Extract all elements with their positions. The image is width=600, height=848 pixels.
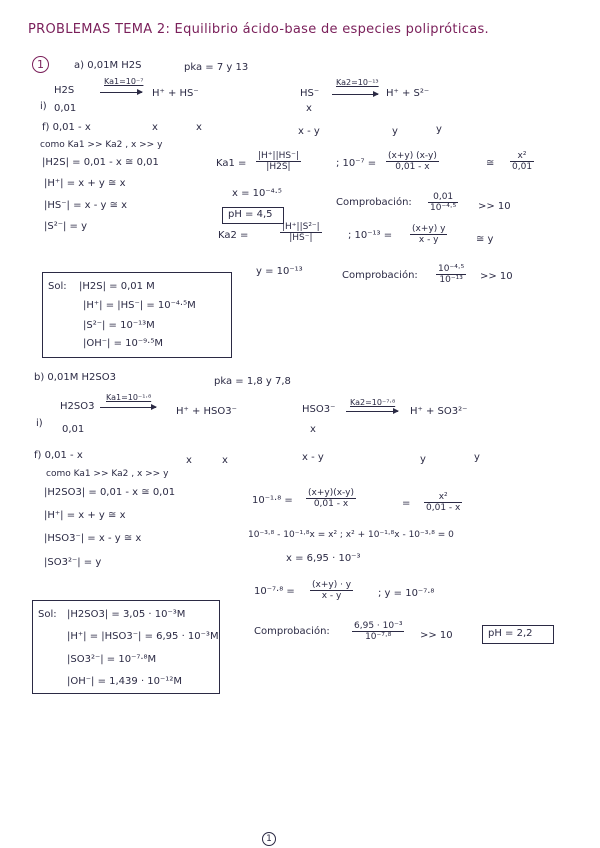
part-b-header: b) 0,01M H2SO3 (34, 372, 116, 383)
part-a-row-f-eq2-c: y (436, 124, 442, 135)
part-b-ph-box (482, 625, 554, 644)
part-b-row-f-eq2-b: y (420, 454, 426, 465)
part-a-ka2-numerator: |H⁺||S²⁻| (282, 222, 320, 232)
part-b-quadratic: 10⁻³·⁸ - 10⁻¹·⁸x = x² ; x² + 10⁻¹·⁸x - 10⁻³·⁸ = 0 (248, 530, 454, 540)
part-b-conc-h: |H⁺| = x + y ≅ x (44, 510, 126, 521)
part-b-comp-tail: >> 10 (420, 630, 453, 641)
part-a-row-f-x2: x (196, 122, 202, 133)
part-b-eq1-k: Ka1=10⁻¹·⁸ (106, 393, 152, 402)
problem-number: 1 (32, 56, 49, 73)
part-a-ka1-mid: ; 10⁻⁷ = (336, 158, 377, 169)
part-a-row-i-label: i) (40, 101, 47, 112)
part-b-ka1-numerator2: x² (424, 492, 462, 503)
part-a-ka1-denominator: |H2S| (266, 162, 291, 172)
part-b-ka2-fraction (310, 580, 353, 601)
part-a-ka1-numerator: |H⁺||HS⁻| (258, 151, 299, 161)
part-a-ka1-fraction3 (510, 151, 534, 172)
part-b-ka2-numerator: (x+y) · y (312, 580, 352, 590)
part-b-row-f-eq2-a: x - y (302, 452, 324, 463)
part-b-sol-h: |H⁺| = |HSO3⁻| = 6,95 · 10⁻³M (67, 631, 219, 642)
part-a-x-result: x = 10⁻⁴·⁵ (232, 188, 282, 199)
page-title: PROBLEMAS TEMA 2: Equilibrio ácido-base de especies polipróticas. (28, 22, 489, 37)
part-a-ka1-fraction (256, 151, 301, 172)
part-b-row-f-eq2-c: y (474, 452, 480, 463)
part-b-sol-h2so3: |H2SO3| = 3,05 · 10⁻³M (67, 609, 186, 620)
part-a-comp2-fraction (436, 264, 466, 285)
part-a-row-f-eq2-a: x - y (298, 126, 320, 137)
part-a-eq1-arrow (100, 92, 142, 93)
part-a-ka1-denominator3: 0,01 (512, 162, 533, 172)
part-a-conc-s: |S²⁻| = y (44, 221, 88, 232)
part-b-ka1-fraction (306, 488, 356, 509)
part-a-pka: pka = 7 y 13 (184, 62, 249, 73)
part-a-eq2-k: Ka2=10⁻¹³ (336, 78, 379, 87)
part-a-header: a) 0,01M H2S (74, 60, 142, 71)
part-a-eq2-right: H⁺ + S²⁻ (386, 88, 430, 99)
part-b-eq1-right: H⁺ + HSO3⁻ (176, 406, 237, 417)
part-a-ph-box (222, 207, 284, 224)
part-a-comp1-label: Comprobación: (336, 197, 412, 208)
part-b-eq1-arrow (100, 407, 156, 408)
part-a-ka2-numerator2: (x+y) y (412, 224, 446, 234)
part-a-ka2-lhs: Ka2 = (218, 230, 249, 241)
part-a-comp2-denominator: 10⁻¹³ (439, 275, 463, 285)
part-a-row-i-x: x (306, 103, 312, 114)
part-b-eq2-right: H⁺ + SO3²⁻ (410, 406, 468, 417)
part-a-ph-result: pH = 4,5 (228, 209, 273, 220)
part-a-comp1-tail: >> 10 (478, 201, 511, 212)
part-a-conc-h: |H⁺| = x + y ≅ x (44, 178, 126, 189)
part-a-ka1-approx: ≅ (486, 158, 495, 169)
part-b-pka: pka = 1,8 y 7,8 (214, 376, 291, 387)
part-a-ka1-numerator2: (x+y) (x-y) (388, 151, 437, 161)
part-b-row-f: f) 0,01 - x (34, 450, 83, 461)
part-a-eq1-k: Ka1=10⁻⁷ (104, 77, 144, 86)
part-a-sol-oh: |OH⁻| = 10⁻⁹·⁵M (83, 338, 163, 349)
part-a-sol-label: Sol: (48, 281, 67, 292)
part-b-ka1-lhs: 10⁻¹·⁸ = (252, 495, 293, 506)
part-b-eq2-k: Ka2=10⁻⁷·⁸ (350, 398, 396, 407)
part-a-ka1-fraction2 (386, 151, 439, 172)
part-b-ka2-lhs: 10⁻⁷·⁸ = (254, 586, 295, 597)
part-a-ka1-denominator2: 0,01 - x (395, 162, 430, 172)
part-b-eq1-left: H2SO3 (60, 401, 95, 412)
part-a-ka2-fraction (280, 222, 322, 243)
part-b-x-result: x = 6,95 · 10⁻³ (286, 553, 361, 564)
part-b-ph-result: pH = 2,2 (488, 628, 533, 639)
part-a-ka2-fraction2 (410, 224, 447, 245)
part-a-sol-h2s: |H2S| = 0,01 M (79, 281, 155, 292)
part-a-solution-box (42, 272, 232, 358)
part-a-comp2-label: Comprobación: (342, 270, 418, 281)
part-b-sol-label: Sol: (38, 609, 57, 620)
part-a-eq2-arrow (332, 94, 378, 95)
part-b-row-i-x: x (310, 424, 316, 435)
part-a-ka2-mid: ; 10⁻¹³ = (348, 230, 393, 241)
part-a-row-i-value: 0,01 (54, 103, 77, 114)
part-a-ka1-numerator3: x² (510, 151, 534, 162)
part-b-comp-fraction (352, 621, 404, 642)
part-a-comp1-fraction (428, 192, 458, 213)
part-b-ka1-denominator2: 0,01 - x (426, 503, 461, 513)
part-b-conc-hso3: |HSO3⁻| = x - y ≅ x (44, 533, 142, 544)
part-a-conc-hs: |HS⁻| = x - y ≅ x (44, 200, 128, 211)
part-a-eq1-left: H2S (54, 85, 75, 96)
part-b-ka1-fraction2 (424, 492, 462, 513)
part-a-comp1-denominator: 10⁻⁴·⁵ (430, 203, 457, 213)
part-a-conc-h2s: |H2S| = 0,01 - x ≅ 0,01 (42, 157, 159, 168)
part-b-assumption: como Ka1 >> Ka2 , x >> y (46, 469, 169, 479)
part-b-comp-denominator: 10⁻⁷·⁸ (365, 632, 392, 642)
part-b-ka1-denominator: 0,01 - x (313, 499, 349, 509)
part-a-sol-h: |H⁺| = |HS⁻| = 10⁻⁴·⁵M (83, 300, 196, 311)
part-a-comp2-numerator: 10⁻⁴·⁵ (438, 264, 465, 274)
part-a-ka2-tail: ≅ y (476, 234, 494, 245)
part-b-eq2-left: HSO3⁻ (302, 404, 336, 415)
part-a-row-f-x1: x (152, 122, 158, 133)
part-b-ka1-numerator: (x+y)(x-y) (308, 488, 354, 498)
part-b-conc-h2so3: |H2SO3| = 0,01 - x ≅ 0,01 (44, 487, 176, 498)
part-a-y-result: y = 10⁻¹³ (256, 266, 303, 277)
part-a-row-f-eq2-b: y (392, 126, 398, 137)
part-a-row-f: f) 0,01 - x (42, 122, 91, 133)
part-b-row-i-label: i) (36, 418, 43, 429)
part-a-comp2-tail: >> 10 (480, 271, 513, 282)
part-b-row-i-value: 0,01 (62, 424, 85, 435)
part-a-eq1-right: H⁺ + HS⁻ (152, 88, 199, 99)
part-b-row-f-x2: x (222, 455, 228, 466)
part-b-comp-numerator: 6,95 · 10⁻³ (354, 621, 403, 631)
part-b-ka2-tail: ; y = 10⁻⁷·⁸ (378, 588, 435, 599)
part-b-sol-so3: |SO3²⁻| = 10⁻⁷·⁸M (67, 654, 157, 665)
part-a-sol-s: |S²⁻| = 10⁻¹³M (83, 320, 155, 331)
part-a-comp1-numerator: 0,01 (428, 192, 458, 203)
part-a-ka2-denominator2: x - y (418, 235, 439, 245)
part-a-ka1-lhs: Ka1 = (216, 158, 247, 169)
part-b-eq2-arrow (346, 411, 398, 412)
part-a-ka2-denominator: |HS⁻| (289, 233, 313, 243)
part-b-solution-box (32, 600, 220, 694)
part-b-ka2-denominator: x - y (321, 591, 342, 601)
part-b-conc-so3: |SO3²⁻| = y (44, 557, 102, 568)
part-b-row-f-x1: x (186, 455, 192, 466)
part-a-assumption: como Ka1 >> Ka2 , x >> y (40, 140, 163, 150)
part-b-sol-oh: |OH⁻| = 1,439 · 10⁻¹²M (67, 676, 182, 687)
page-number: 1 (262, 832, 276, 846)
part-b-ka1-approx: = (402, 498, 411, 509)
part-b-comp-label: Comprobación: (254, 626, 330, 637)
part-a-eq2-left: HS⁻ (300, 88, 320, 99)
